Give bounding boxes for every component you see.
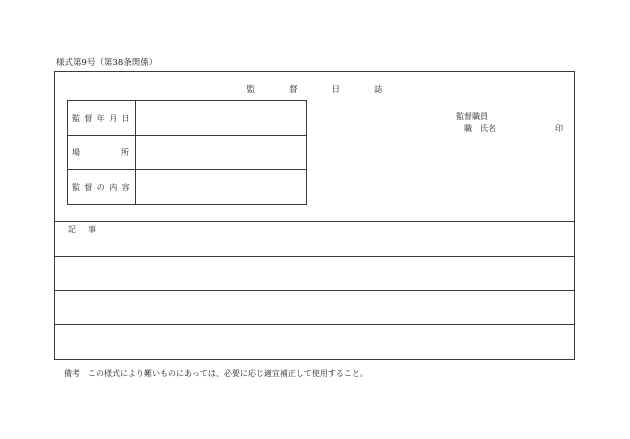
note [64,368,368,379]
supervisor-name-label: 職 氏名 [464,124,496,133]
title-char: 督 [288,85,298,95]
seal-mark: 印 [555,124,563,133]
form-number: 様式第9号（第38条関係） [56,58,158,68]
place-label-left: 場 [72,148,80,157]
place-field[interactable] [136,136,306,169]
record-row[interactable] [55,221,574,256]
content-label: 監督の内容 [68,170,136,204]
supervisor-block [456,111,496,135]
date-field[interactable] [136,101,306,135]
note-text: この様式により難いものにあっては、必要に応じ適宜補正して使用すること。 [88,369,368,378]
record-row[interactable] [55,256,574,291]
title-char: 誌 [374,85,383,95]
title-char: 監 [246,85,255,95]
place-row [68,135,306,169]
title-char: 日 [331,85,341,95]
record-label: 記事 [68,225,108,234]
date-row [68,101,306,135]
date-label: 監督年月日 [68,101,136,135]
content-field[interactable] [136,170,306,204]
details-table [67,100,307,205]
journal-form [54,71,575,360]
record-row[interactable] [55,290,574,325]
place-label-right: 所 [121,148,129,157]
note-key: 備考 [64,369,80,378]
form-title [55,83,574,95]
supervisor-title: 監督職員 [456,112,488,121]
place-label [68,136,136,169]
record-row[interactable] [55,324,574,359]
content-row [68,169,306,204]
